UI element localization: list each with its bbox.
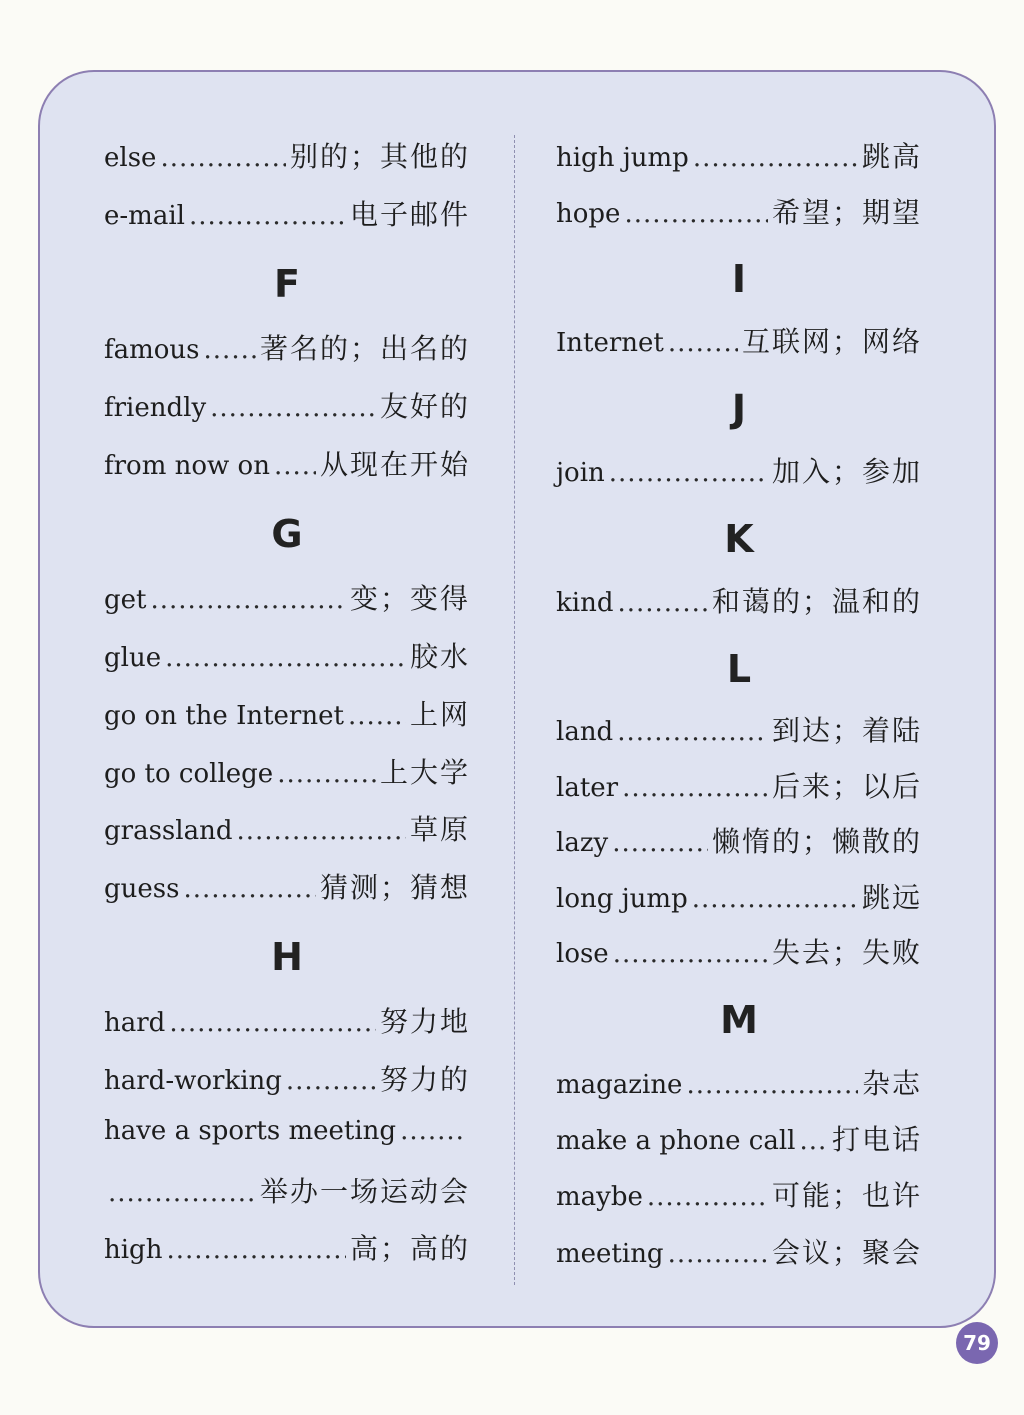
entry-maybe: maybe ..... 可能；也许 xyxy=(556,1174,922,1214)
page-number: 79 xyxy=(956,1322,998,1364)
entry-friendly: friendly ..... 友好的 xyxy=(104,385,470,425)
entry-else: else ..... 别的；其他的 xyxy=(104,135,470,175)
entry-hard: hard ..... 努力地 xyxy=(104,1000,470,1040)
entry-land: land ..... 到达；着陆 xyxy=(556,709,922,749)
entry-high: high ..... 高；高的 xyxy=(104,1227,470,1267)
entry-hard-working: hard-working ..... 努力的 xyxy=(104,1058,470,1098)
entry-go-to-college: go to college ..... 上大学 xyxy=(104,751,470,791)
section-letter-h: H xyxy=(271,935,303,979)
entry-glue: glue ..... 胶水 xyxy=(104,635,470,675)
entry-later: later ..... 后来；以后 xyxy=(556,765,922,805)
entry-lazy: lazy ..... 懒惰的；懒散的 xyxy=(556,820,922,860)
entry-kind: kind ..... 和蔼的；温和的 xyxy=(556,580,922,620)
section-letter-l: L xyxy=(726,647,752,691)
entry-grassland: grassland ..... 草原 xyxy=(104,808,470,848)
entry-go-on-the-internet: go on the Internet ..... 上网 xyxy=(104,693,470,733)
section-letter-g: G xyxy=(271,512,303,556)
entry-long-jump: long jump ..... 跳远 xyxy=(556,876,922,916)
section-letter-k: K xyxy=(724,517,754,561)
entry-internet: Internet ..... 互联网；网络 xyxy=(556,320,922,360)
entry-get: get ..... 变；变得 xyxy=(104,577,470,617)
section-letter-j: J xyxy=(731,387,747,431)
entry-hope: hope ..... 希望；期望 xyxy=(556,191,922,231)
column-divider xyxy=(514,135,515,1285)
section-letter-m: M xyxy=(720,998,758,1042)
entry-have-a-sports-meeting: have a sports meeting ..... xyxy=(104,1116,470,1146)
entry-join: join ..... 加入；参加 xyxy=(556,450,922,490)
entry-from-now-on: from now on ..... 从现在开始 xyxy=(104,443,470,483)
entry-lose: lose ..... 失去；失败 xyxy=(556,931,922,971)
entry-meeting: meeting ..... 会议；聚会 xyxy=(556,1231,922,1271)
entry-high-jump: high jump ..... 跳高 xyxy=(556,135,922,175)
entry-e-mail: e-mail ..... 电子邮件 xyxy=(104,193,470,233)
section-letter-f: F xyxy=(274,262,300,306)
entry-famous: famous ..... 著名的；出名的 xyxy=(104,327,470,367)
entry-guess: guess ..... 猜测；猜想 xyxy=(104,866,470,906)
entry-magazine: magazine ..... 杂志 xyxy=(556,1062,922,1102)
section-letter-i: I xyxy=(731,257,747,301)
entry-make-a-phone-call: make a phone call ..... 打电话 xyxy=(556,1118,922,1158)
entry-have-a-sports-meeting-cont: ..... 举办一场运动会 xyxy=(104,1170,470,1210)
